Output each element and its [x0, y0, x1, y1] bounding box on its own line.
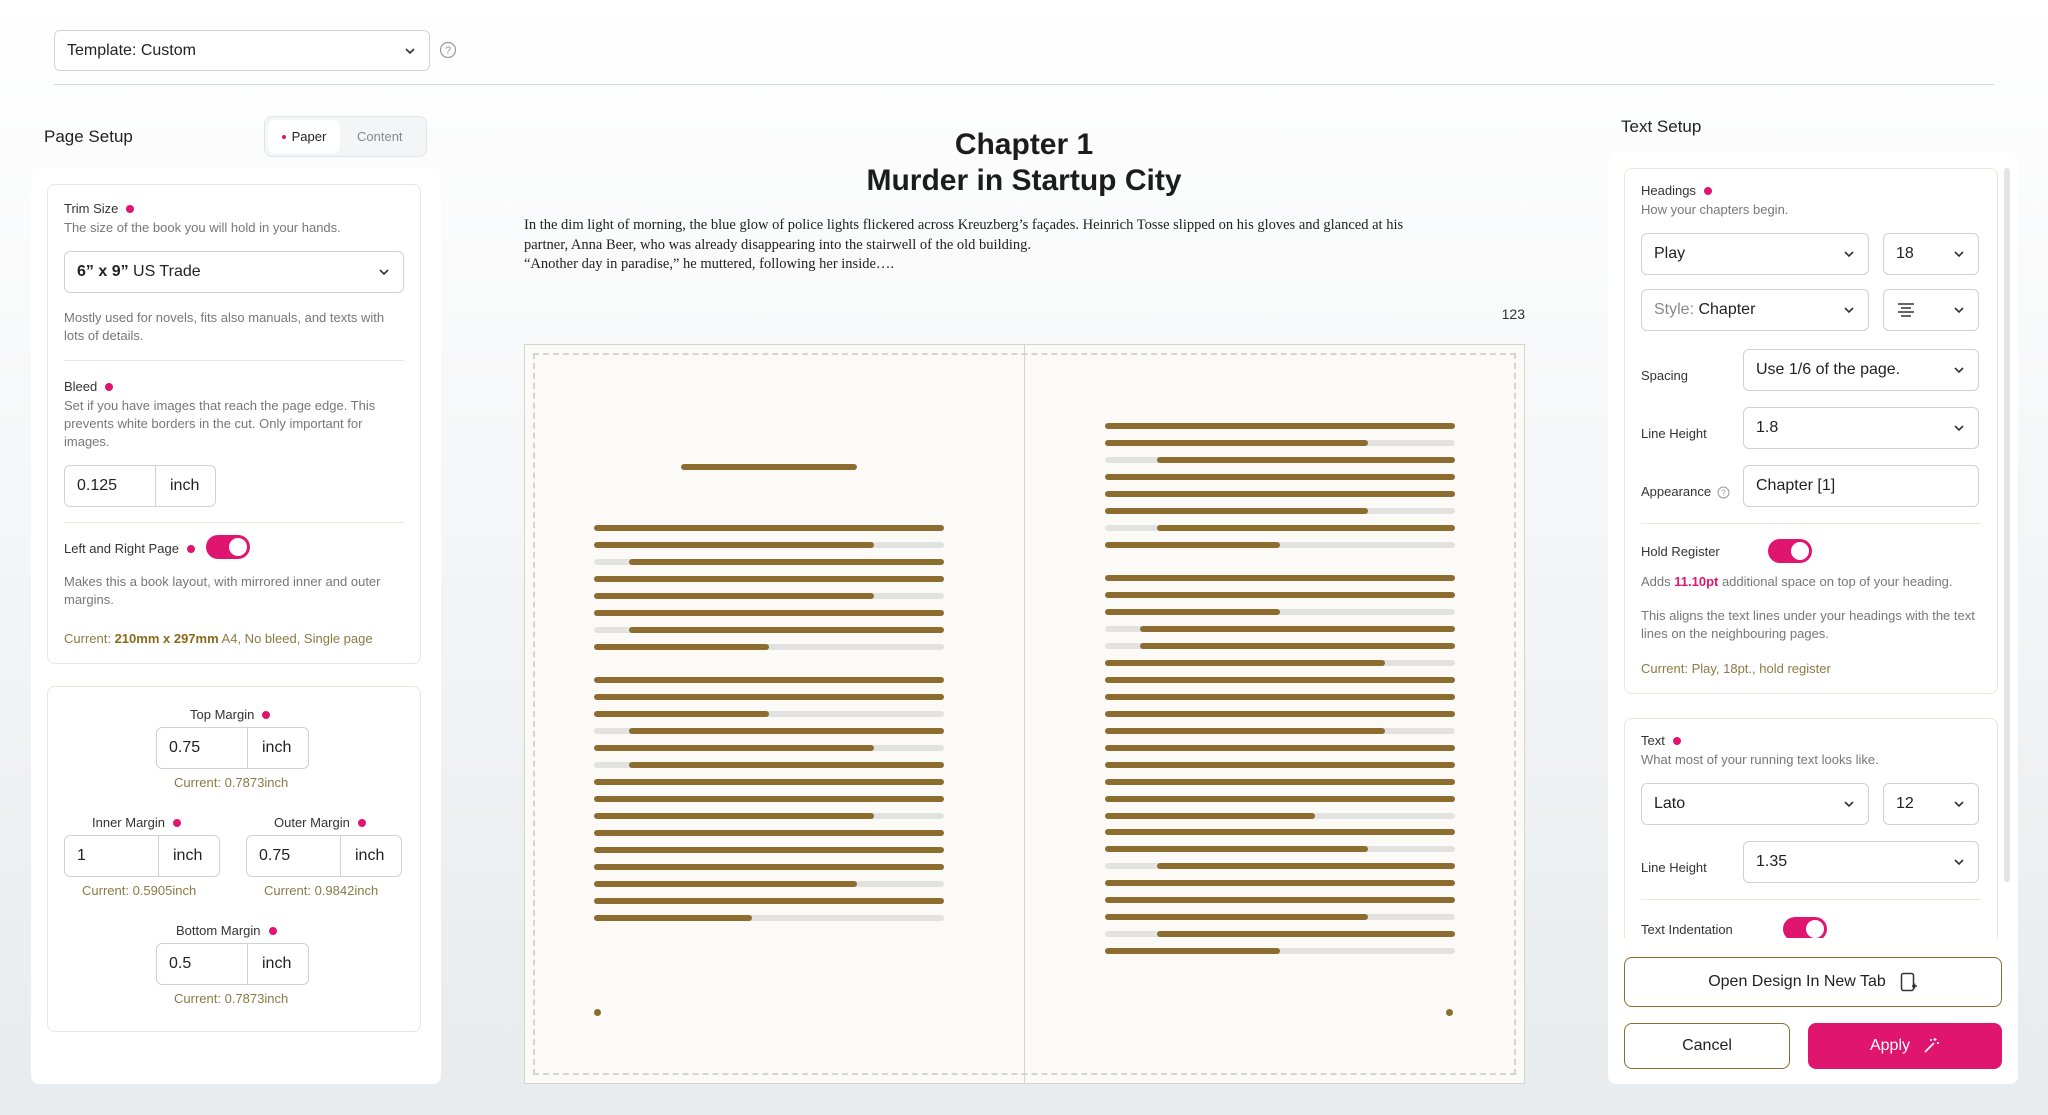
divider: [1641, 899, 1981, 900]
text-placeholder-line: [1105, 660, 1385, 666]
page-folio-dot: [1446, 1009, 1453, 1016]
bleed-help: Set if you have images that reach the page edge. This prevents white borders in the cut. Only important for images.: [64, 398, 376, 449]
text-placeholder-line: [1105, 728, 1385, 734]
top-margin-current: Current: 0.7873inch: [174, 775, 289, 790]
spacing-label: Spacing: [1641, 368, 1688, 383]
text-placeholder-line: [629, 559, 944, 565]
required-dot: [262, 711, 270, 719]
left-right-page-help: Makes this a book layout, with mirrored inner and outer margins.: [64, 574, 381, 607]
bleed-label: Bleed: [64, 379, 113, 394]
paragraph-line: In the dim light of morning, the blue glow of police lights flickered across Kreuzberg’s façades. Heinrich Tosse slipped on his gloves and glanced at his: [524, 217, 1404, 233]
outer-margin-value[interactable]: 0.75: [247, 836, 341, 876]
text-placeholder-line: [594, 847, 944, 853]
appearance-label: Appearance ?: [1641, 483, 1730, 501]
heading-style-value: Style: Chapter: [1654, 301, 1756, 318]
text-placeholder-line: [594, 644, 769, 650]
text-line-height-label: Line Height: [1641, 860, 1707, 875]
headings-current: Current: Play, 18pt., hold register: [1641, 661, 1831, 676]
text-label: Text: [1641, 733, 1681, 748]
inner-margin-current: Current: 0.5905inch: [82, 883, 197, 898]
text-placeholder-line: [1105, 880, 1455, 886]
help-icon[interactable]: [439, 41, 457, 59]
trim-size-note: Mostly used for novels, fits also manuals, and texts with lots of details.: [64, 310, 385, 343]
paragraph-line: “Another day in paradise,” he muttered, following her inside….: [524, 256, 895, 272]
spacing-select[interactable]: [1743, 349, 1979, 391]
chapter-number: Chapter 1: [954, 128, 1094, 161]
text-placeholder-line: [1105, 474, 1455, 480]
align-center-icon: [1896, 301, 1916, 319]
trim-size-select[interactable]: [64, 251, 404, 293]
headings-card: [1624, 168, 1998, 694]
text-placeholder-line: [1105, 897, 1455, 903]
text-line-height-value: 1.35: [1756, 853, 1788, 870]
text-placeholder-line: [1105, 694, 1455, 700]
paragraph-line: partner, Anna Beer, who was already disappearing into the stairwell of the old building.: [524, 236, 1032, 253]
text-placeholder-line: [681, 464, 857, 470]
text-placeholder-line: [594, 864, 944, 870]
text-placeholder-line: [1157, 525, 1455, 531]
text-line-height-select[interactable]: [1743, 841, 1979, 883]
top-margin-unit[interactable]: inch: [262, 739, 292, 756]
svg-text:?: ?: [1721, 488, 1726, 497]
new-tab-icon: [1900, 972, 1918, 992]
page-setup-panel: [31, 168, 441, 1084]
template-select[interactable]: [54, 30, 430, 71]
page-folio-dot: [594, 1009, 601, 1016]
inner-margin-label: Inner Margin: [92, 815, 181, 830]
chevron-down-icon: [1952, 303, 1966, 317]
chevron-down-icon: [1952, 247, 1966, 261]
text-placeholder-line: [1105, 779, 1455, 785]
bleed-unit[interactable]: inch: [170, 477, 200, 494]
hold-register-label: Hold Register: [1641, 544, 1720, 559]
text-placeholder-line: [594, 779, 944, 785]
text-placeholder-line: [594, 881, 857, 887]
heading-font-select[interactable]: [1641, 233, 1869, 275]
paper-card: [47, 184, 421, 664]
apply-label: Apply: [1869, 1037, 1911, 1054]
text-placeholder-line: [594, 576, 944, 582]
text-placeholder-line: [594, 610, 944, 616]
paper-current: Current: 210mm x 297mm A4, No bleed, Single page: [64, 631, 373, 646]
chevron-down-icon: [1842, 797, 1856, 811]
trim-size-help: The size of the book you will hold in your hands.: [64, 220, 341, 235]
hold-register-help-2: This aligns the text lines under your headings with the text lines on the neighbouring pages.: [1641, 608, 1975, 641]
divider: [64, 522, 404, 523]
chevron-down-icon: [1952, 363, 1966, 377]
trim-size-label: Trim Size: [64, 201, 134, 216]
svg-text:?: ?: [444, 45, 452, 57]
top-divider: [54, 84, 1994, 85]
paper-content-tabs: [264, 116, 427, 157]
chapter-title: Murder in Startup City: [866, 164, 1182, 197]
text-placeholder-line: [1105, 796, 1455, 802]
active-dot: [282, 135, 286, 139]
template-select-label: Template: Custom: [67, 41, 196, 59]
bottom-margin-value[interactable]: 0.5: [157, 944, 248, 984]
text-card: [1624, 718, 1998, 938]
required-dot: [105, 383, 113, 391]
text-size-value: 12: [1896, 795, 1914, 812]
outer-margin-label: Outer Margin: [274, 815, 366, 830]
text-placeholder-line: [594, 694, 944, 700]
chevron-down-icon: [403, 44, 417, 58]
text-placeholder-line: [1105, 677, 1455, 683]
left-right-page-label: Left and Right Page: [64, 541, 195, 556]
text-placeholder-line: [629, 728, 944, 734]
trim-size-value: 6” x 9” US Trade: [77, 263, 201, 280]
chevron-down-icon: [1952, 421, 1966, 435]
chevron-down-icon: [1952, 855, 1966, 869]
text-placeholder-line: [594, 898, 944, 904]
open-design-button[interactable]: [1624, 957, 2002, 1007]
outer-margin-input[interactable]: [246, 835, 402, 877]
scrollbar[interactable]: [2004, 168, 2010, 882]
bottom-margin-current: Current: 0.7873inch: [174, 991, 289, 1006]
heading-size-value: 18: [1896, 245, 1914, 262]
bottom-margin-label: Bottom Margin: [176, 923, 277, 938]
open-design-label: Open Design In New Tab: [1708, 973, 1886, 990]
text-placeholder-line: [1105, 440, 1368, 446]
tab-paper-label: Paper: [291, 129, 327, 144]
text-placeholder-line: [1105, 609, 1280, 615]
heading-style-select[interactable]: [1641, 289, 1869, 331]
required-dot: [1704, 187, 1712, 195]
text-placeholder-line: [594, 593, 874, 599]
hold-register-toggle[interactable]: [1768, 539, 1812, 563]
divider: [64, 360, 404, 361]
text-font-select[interactable]: [1641, 783, 1869, 825]
required-dot: [269, 927, 277, 935]
bottom-margin-unit[interactable]: inch: [262, 955, 292, 972]
chevron-down-icon: [1842, 303, 1856, 317]
text-placeholder-line: [1105, 575, 1455, 581]
appearance-input[interactable]: [1743, 465, 1979, 507]
text-placeholder-line: [594, 711, 769, 717]
text-placeholder-line: [1105, 829, 1455, 835]
headings-help: How your chapters begin.: [1641, 202, 1789, 217]
text-placeholder-line: [1105, 914, 1368, 920]
text-placeholder-line: [1105, 948, 1280, 954]
margins-card: [47, 686, 421, 1032]
right-page: [1025, 345, 1525, 1083]
magic-wand-icon: [1922, 1037, 1940, 1055]
text-placeholder-line: [1105, 542, 1280, 548]
text-placeholder-line: [1105, 508, 1368, 514]
text-placeholder-line: [1157, 931, 1455, 937]
text-placeholder-line: [594, 525, 944, 531]
bleed-input[interactable]: [64, 465, 216, 507]
text-placeholder-line: [1140, 626, 1455, 632]
scroll-area: [1608, 152, 2018, 938]
text-font-value: Lato: [1654, 795, 1686, 812]
cancel-button[interactable]: [1624, 1023, 1790, 1069]
text-setup-title: Text Setup: [1621, 117, 1702, 136]
text-indentation-toggle[interactable]: [1783, 917, 1827, 938]
page-number: 123: [1501, 306, 1525, 322]
text-placeholder-line: [594, 745, 874, 751]
required-dot: [358, 819, 366, 827]
top-margin-value[interactable]: 0.75: [157, 728, 248, 768]
outer-margin-current: Current: 0.9842inch: [264, 883, 379, 898]
top-margin-label: Top Margin: [190, 707, 270, 722]
required-dot: [126, 205, 134, 213]
text-placeholder-line: [1105, 592, 1455, 598]
text-placeholder-line: [1105, 762, 1455, 768]
text-placeholder-line: [1105, 846, 1368, 852]
text-setup-panel: [1608, 152, 2018, 1084]
text-placeholder-line: [1140, 643, 1455, 649]
page-setup-title: Page Setup: [44, 127, 133, 146]
chevron-down-icon: [377, 265, 391, 279]
help-icon[interactable]: [1717, 486, 1730, 499]
appearance-value: Chapter [1]: [1756, 477, 1836, 494]
text-placeholder-line: [1157, 457, 1455, 463]
top-margin-input[interactable]: [156, 727, 309, 769]
left-right-page-toggle[interactable]: [206, 535, 250, 559]
text-placeholder-line: [629, 762, 944, 768]
bleed-value[interactable]: 0.125: [65, 466, 156, 506]
text-placeholder-line: [629, 627, 944, 633]
inner-margin-unit[interactable]: inch: [173, 847, 203, 864]
divider: [1641, 523, 1981, 524]
hold-register-help: Adds 11.10pt additional space on top of your heading.: [1641, 574, 1953, 589]
required-dot: [187, 545, 195, 553]
tab-paper[interactable]: [268, 120, 340, 153]
tab-content[interactable]: Content: [357, 129, 403, 144]
heading-line-height-label: Line Height: [1641, 426, 1707, 441]
text-placeholder-line: [1105, 745, 1455, 751]
text-help: What most of your running text looks like.: [1641, 752, 1879, 767]
text-placeholder-line: [1105, 423, 1455, 429]
text-placeholder-line: [1105, 711, 1455, 717]
bottom-margin-input[interactable]: [156, 943, 309, 985]
text-placeholder-line: [594, 830, 944, 836]
heading-align-select[interactable]: [1883, 289, 1979, 331]
required-dot: [1673, 737, 1681, 745]
text-placeholder-line: [594, 915, 752, 921]
text-placeholder-line: [594, 813, 874, 819]
text-placeholder-line: [594, 542, 874, 548]
text-indentation-label: Text Indentation: [1641, 922, 1733, 937]
text-placeholder-line: [1105, 813, 1315, 819]
cancel-label: Cancel: [1682, 1037, 1732, 1054]
heading-font-value: Play: [1654, 245, 1686, 262]
inner-margin-value[interactable]: 1: [65, 836, 159, 876]
outer-margin-unit[interactable]: inch: [355, 847, 385, 864]
chevron-down-icon: [1952, 797, 1966, 811]
text-placeholder-line: [594, 677, 944, 683]
text-placeholder-line: [1105, 491, 1455, 497]
preview-paragraph: [524, 216, 1534, 275]
headings-label: Headings: [1641, 183, 1712, 198]
left-page: [525, 345, 1025, 1083]
apply-button[interactable]: [1808, 1023, 2002, 1069]
heading-size-select[interactable]: [1883, 233, 1979, 275]
heading-line-height-value: 1.8: [1756, 419, 1779, 436]
book-spread: [524, 344, 1525, 1084]
inner-margin-input[interactable]: [64, 835, 220, 877]
text-size-select[interactable]: [1883, 783, 1979, 825]
heading-line-height-select[interactable]: [1743, 407, 1979, 449]
text-placeholder-line: [1157, 863, 1455, 869]
text-placeholder-line: [594, 796, 944, 802]
spacing-value: Use 1/6 of the page.: [1756, 361, 1901, 378]
required-dot: [173, 819, 181, 827]
chevron-down-icon: [1842, 247, 1856, 261]
